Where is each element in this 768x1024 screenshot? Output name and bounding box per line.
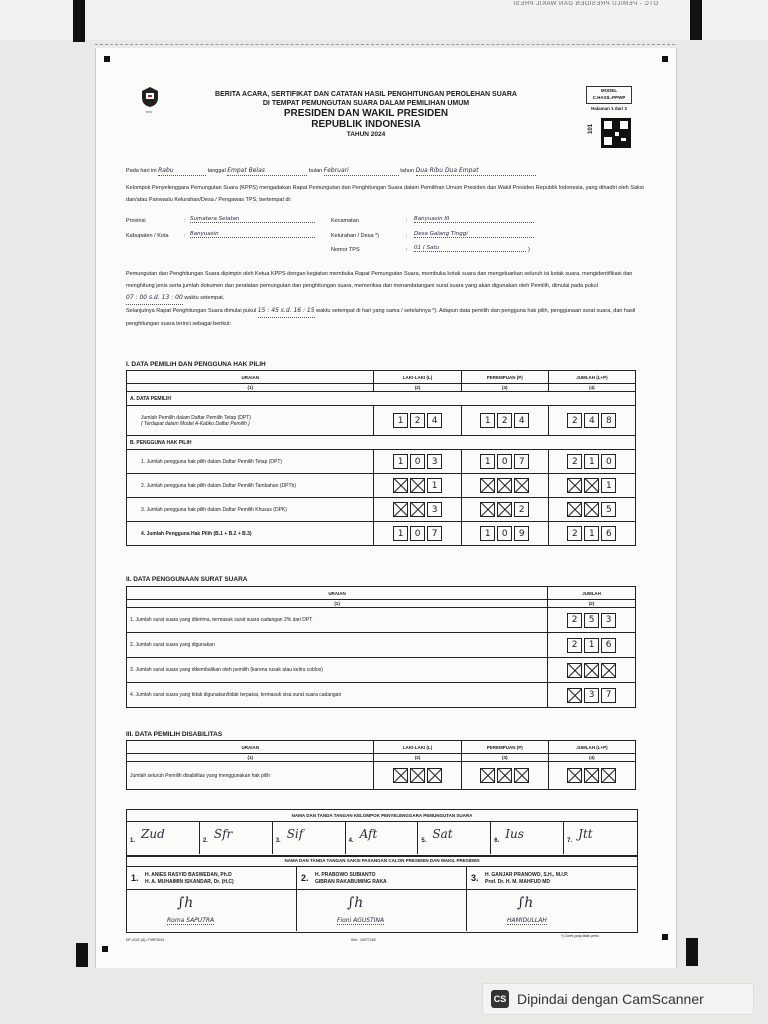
- procedure-paragraph: [126, 268, 646, 330]
- title-line-4: REPUBLIK INDONESIA: [311, 119, 421, 130]
- section-2-table: [126, 586, 636, 708]
- col-uraian: URAIAN: [127, 371, 374, 384]
- corner-mark: [662, 56, 668, 62]
- digit-box[interactable]: 1: [584, 454, 599, 469]
- signature-scribble: Sif: [286, 827, 304, 841]
- digit-box[interactable]: 2: [497, 413, 512, 428]
- form-sheet: [95, 48, 677, 968]
- jumlah-value: [548, 633, 636, 658]
- laki-value: [374, 406, 461, 436]
- para2-end: waktu setempat di hari yang sama / setelahnya *). Adapun data pemilih dan pengguna hak pilih, penggunaan surat suara, dan hasil penghitungan suara terinci sebagai berikut:: [126, 308, 636, 327]
- tahun-field[interactable]: Dua Ribu Dua Empat: [416, 167, 536, 176]
- para2-text: Selanjutnya Rapat Penghitungan Suara dimulai pukul: [126, 308, 257, 314]
- digit-box[interactable]: 0: [410, 526, 425, 541]
- digit-box[interactable]: 4: [584, 413, 599, 428]
- kpps-number: 4.: [348, 838, 354, 844]
- digit-box[interactable]: 1: [601, 478, 616, 493]
- kpps-number: 7.: [567, 838, 573, 844]
- crossed-digit-box[interactable]: [567, 502, 582, 517]
- crossed-digit-box[interactable]: [584, 663, 599, 678]
- jumlah-value: [548, 474, 635, 498]
- laki-value: [374, 498, 461, 522]
- intro-text: Kelompok Penyelenggara Pemungutan Suara (KPPS) mengadakan Rapat Pemungutan dan Penghitungan Suara dalam Pemilihan Umum Presiden dan Wakil Presiden Republik Indonesia, yang dihadiri oleh Saksi dan/atau Panwaslu Kelurahan/Desa / Pengawas TPS, bertempat di:: [126, 185, 644, 203]
- crossed-digit-box[interactable]: [410, 502, 425, 517]
- candidate-president: H. ANIES RASYID BASWEDAN, Ph.D: [145, 872, 232, 878]
- digit-box[interactable]: 1: [480, 526, 495, 541]
- saksi-name: HAMIDULLAH: [507, 917, 547, 924]
- col-num: (2): [548, 600, 636, 608]
- digit-box[interactable]: 2: [514, 502, 529, 517]
- candidate-president: H. PRABOWO SUBIANTO: [315, 872, 376, 878]
- col-num: (1): [127, 600, 548, 608]
- candidate-vice-president: H. A. MUHAIMIN ISKANDAR, Dr. (H.C): [145, 879, 234, 885]
- provinsi-field[interactable]: Sumatera Selatan: [190, 216, 315, 223]
- col-num: (1): [127, 754, 374, 762]
- digit-box[interactable]: 5: [584, 613, 599, 628]
- mirrored-text: OTC - PEMILU PRESIDEN DAN WAKIL PRESI: [512, 1, 658, 7]
- row-ss3-label: 3. Jumlah surat suara yang dikembalikan oleh pemilih (karena rusak atau keliru coblos): [127, 658, 548, 683]
- col-laki: LAKI-LAKI (L): [374, 371, 461, 384]
- kelurahan-label: Kelurahan / Desa *): [331, 233, 379, 239]
- kabkota-field[interactable]: Banyuasin: [190, 231, 315, 238]
- crossed-digit-box[interactable]: [480, 502, 495, 517]
- perempuan-value: [461, 450, 548, 474]
- row-ss2-label: 2. Jumlah surat suara yang digunakan: [127, 633, 548, 658]
- bulan-field[interactable]: Februari: [324, 167, 399, 176]
- jumlah-value: [548, 522, 635, 546]
- crossed-digit-box[interactable]: [393, 502, 408, 517]
- qr-number: 101: [588, 123, 595, 135]
- tape-bottom-right: [686, 938, 698, 966]
- crossed-digit-box[interactable]: [514, 478, 529, 493]
- camscanner-watermark: [482, 983, 754, 1015]
- crossed-digit-box[interactable]: [584, 502, 599, 517]
- col-jumlah: JUMLAH: [548, 587, 636, 600]
- candidate-vice-president: GIBRAN RAKABUMING RAKA: [315, 879, 387, 885]
- footer-code-center: Seri : 24077160: [351, 938, 376, 942]
- row-ss4-label: 4. Jumlah surat suara yang tidak digunakan/tidak terpakai, termasuk sisa surat suara cadangan: [127, 683, 548, 708]
- col-laki: LAKI-LAKI (L): [374, 741, 461, 754]
- divider: [127, 889, 296, 890]
- kecamatan-field[interactable]: Banyuasin III: [414, 216, 534, 223]
- kpps-sign-title: NAMA DAN TANDA TANGAN KELOMPOK PENYELENGGARA PEMUNGUTAN SUARA: [127, 811, 637, 822]
- row-label: Jumlah Pemilih dalam Daftar Pemilih Tetap (DPT): [141, 414, 251, 421]
- kpps-number: 3.: [275, 838, 281, 844]
- hari-field[interactable]: Rabu: [158, 167, 206, 176]
- row-b4-label: 4. Jumlah Pengguna Hak Pilih (B.1 + B.2 + B.3): [127, 522, 374, 546]
- colon: :: [406, 218, 408, 224]
- candidate-number: 3.: [471, 873, 479, 883]
- jumlah-value: [548, 450, 635, 474]
- title-line-1: BERITA ACARA, SERTIFIKAT DAN CATATAN HASIL PENGHITUNGAN PEROLEHAN SUARA: [215, 91, 517, 98]
- digit-box[interactable]: 3: [601, 613, 616, 628]
- perempuan-value: [461, 762, 548, 790]
- signature-scribble: Jtt: [578, 827, 593, 841]
- model-code: C.HASIL-PPWP: [592, 95, 626, 100]
- signature-scribble: Sfr: [213, 827, 233, 841]
- section-3-table: [126, 740, 636, 790]
- candidate-vice-president: Prof. Dr. H. M. MAHFUD MD: [485, 879, 550, 885]
- corner-mark: [104, 56, 110, 62]
- footer-note: *) Coret yang tidak perlu: [561, 934, 599, 938]
- crossed-digit-box[interactable]: [480, 478, 495, 493]
- digit-box[interactable]: 8: [601, 413, 616, 428]
- col-uraian: URAIAN: [127, 741, 374, 754]
- signature-scribble: Zud: [141, 827, 165, 841]
- col-perempuan: PEREMPUAN (P): [461, 371, 548, 384]
- title-line-2: DI TEMPAT PEMUNGUTAN SUARA DALAM PEMILIHAN UMUM: [262, 100, 470, 107]
- para1-text: Pemungutan dan Penghitungan Suara dipimpin oleh Ketua KPPS dengan kegiatan membuka Rapat Pemungutan Suara, membuka kotak suara dan mengeluarkan seluruh isi kotak suara, mengidentifikasi dan menghitung jenis serta jumlah dokumen dan peralatan pemungutan dan penghitungan suara, memeriksa dan menandatangani surat suara yang akan digunakan oleh Pemilih, dimulai pada pukul: [126, 271, 633, 289]
- saksi-signature-box: [126, 855, 638, 933]
- row-b1-label: 1. Jumlah pengguna hak pilih dalam Daftar Pemilih Tetap (DPT): [127, 450, 374, 474]
- colon: :: [184, 218, 186, 224]
- crossed-digit-box[interactable]: [567, 663, 582, 678]
- digit-box[interactable]: 6: [601, 526, 616, 541]
- jumlah-value: [548, 608, 636, 633]
- digit-box[interactable]: 2: [567, 526, 582, 541]
- jumlah-value: [548, 762, 635, 790]
- signature-scribble: Sat: [432, 827, 453, 841]
- model-box: [586, 86, 632, 104]
- footer-code-left: DP-4102 (A) / PWP2024: [126, 938, 165, 942]
- col-uraian: URAIAN: [127, 587, 548, 600]
- crossed-digit-box[interactable]: [601, 663, 616, 678]
- page-indicator: Halaman 1 dari 3: [591, 106, 627, 111]
- laki-value: [374, 522, 461, 546]
- saksi-sign-title: NAMA DAN TANDA TANGAN SAKSI PASANGAN CALON PRESIDEN DAN WAKIL PRESIDEN: [127, 856, 637, 867]
- crossed-digit-box[interactable]: [584, 768, 599, 783]
- form-header: [126, 80, 656, 150]
- colon: :: [184, 233, 186, 239]
- kpps-signature-box: [126, 809, 638, 857]
- col-perempuan: PEREMPUAN (P): [461, 741, 548, 754]
- colon: :: [406, 233, 408, 239]
- signature-scribble: ∫h: [177, 895, 194, 911]
- kpps-number: 5.: [421, 838, 427, 844]
- digit-box[interactable]: 4: [427, 413, 442, 428]
- row-ss1-label: 1. Jumlah surat suara yang diterima, termasuk surat suara cadangan 2% dari DPT: [127, 608, 548, 633]
- digit-box[interactable]: 3: [427, 454, 442, 469]
- perempuan-value: [461, 498, 548, 522]
- crossed-digit-box[interactable]: [480, 768, 495, 783]
- scan-top-strip: [0, 0, 768, 40]
- digit-box[interactable]: 0: [497, 454, 512, 469]
- digit-box[interactable]: 7: [427, 526, 442, 541]
- section-3-title: III. DATA PEMILIH DISABILITAS: [126, 731, 223, 738]
- crossed-digit-box[interactable]: [427, 768, 442, 783]
- row-disabilitas-label: Jumlah seluruh Pemilih disabilitas yang menggunakan hak pilih: [127, 762, 374, 790]
- digit-box[interactable]: 7: [601, 688, 616, 703]
- candidate-number: 2.: [301, 873, 309, 883]
- kpps-signature-cell[interactable]: [418, 822, 491, 854]
- crossed-digit-box[interactable]: [601, 768, 616, 783]
- col-jumlah: JUMLAH (L+P): [548, 371, 635, 384]
- col-num: (1): [127, 384, 374, 392]
- tps-label: Nomor TPS: [331, 247, 360, 253]
- digit-box[interactable]: 1: [480, 454, 495, 469]
- laki-value: [374, 474, 461, 498]
- kpps-signature-cell[interactable]: [491, 822, 564, 854]
- digit-box[interactable]: 2: [567, 613, 582, 628]
- col-num: (4): [548, 754, 635, 762]
- digit-box[interactable]: 9: [514, 526, 529, 541]
- crossed-digit-box[interactable]: [584, 478, 599, 493]
- para2-time-field[interactable]: 15 : 45 s.d. 16 : 15: [258, 305, 315, 318]
- para1-end: waktu setempat.: [184, 295, 225, 301]
- crossed-digit-box[interactable]: [497, 502, 512, 517]
- subsection-a-title: A. DATA PEMILIH: [127, 392, 636, 406]
- kpps-signature-cell[interactable]: [200, 822, 273, 854]
- saksi-name: Fioni AGUSTINA: [337, 917, 385, 924]
- tape-top-right: [690, 0, 702, 40]
- col-jumlah: JUMLAH (L+P): [548, 741, 635, 754]
- para1-time-field[interactable]: 07 : 00 s.d. 13 : 00: [126, 292, 183, 305]
- camscanner-label: Dipindai dengan CamScanner: [517, 991, 704, 1007]
- crossed-digit-box[interactable]: [393, 478, 408, 493]
- laki-value: [374, 450, 461, 474]
- perempuan-value: [461, 474, 548, 498]
- crossed-digit-box[interactable]: [567, 768, 582, 783]
- camscanner-logo-icon: CS: [491, 990, 509, 1008]
- digit-box[interactable]: 1: [584, 638, 599, 653]
- digit-box[interactable]: 6: [601, 638, 616, 653]
- col-num: (2): [374, 384, 461, 392]
- subsection-b-title: B. PENGGUNA HAK PILIH: [127, 436, 636, 450]
- digit-box[interactable]: 3: [584, 688, 599, 703]
- signature-scribble: ∫h: [347, 895, 364, 911]
- bulan-label: bulan: [308, 168, 323, 174]
- digit-box[interactable]: 2: [410, 413, 425, 428]
- kpps-signature-cell[interactable]: [346, 822, 419, 854]
- tape-bottom-left: [76, 943, 88, 967]
- section-1-table: [126, 370, 636, 546]
- crossed-digit-box[interactable]: [410, 478, 425, 493]
- tahun-label: tahun: [400, 168, 415, 174]
- title-line-3: PRESIDEN DAN WAKIL PRESIDEN: [283, 108, 449, 119]
- title-line-5: TAHUN 2024: [346, 131, 386, 138]
- digit-box[interactable]: 0: [497, 526, 512, 541]
- row-sublabel: ( Terdapat dalam Model A-Kabko Daftar Pemilih ): [141, 420, 250, 427]
- saksi-signature-cell[interactable]: [467, 867, 636, 931]
- signature-scribble: ∫h: [517, 895, 534, 911]
- kpps-number: 1.: [130, 838, 136, 844]
- tanggal-label: tanggal: [207, 168, 226, 174]
- tps-close: ): [528, 247, 530, 253]
- col-num: (4): [548, 384, 635, 392]
- crossed-digit-box[interactable]: [497, 768, 512, 783]
- qr-code-icon: [601, 118, 631, 148]
- tps-field[interactable]: 01 ( Satu: [414, 245, 526, 252]
- digit-box[interactable]: 1: [393, 454, 408, 469]
- date-line: [126, 167, 656, 176]
- digit-box[interactable]: 2: [567, 413, 582, 428]
- corner-mark: [102, 946, 108, 952]
- digit-box[interactable]: 1: [393, 413, 408, 428]
- pada-hari-label: Pada hari ini: [126, 168, 157, 174]
- perempuan-value: [461, 522, 548, 546]
- digit-box[interactable]: 1: [584, 526, 599, 541]
- crossed-digit-box[interactable]: [497, 478, 512, 493]
- digit-box[interactable]: 5: [601, 502, 616, 517]
- digit-box[interactable]: 2: [567, 638, 582, 653]
- kpps-signature-cell[interactable]: [273, 822, 346, 854]
- saksi-signature-cell[interactable]: [127, 867, 297, 931]
- kelurahan-field[interactable]: Desa Galang Tinggi: [414, 231, 534, 238]
- jumlah-value: [548, 406, 635, 436]
- divider: [467, 889, 636, 890]
- perempuan-value: [461, 406, 548, 436]
- crossed-digit-box[interactable]: [410, 768, 425, 783]
- signature-scribble: Ius: [505, 827, 524, 841]
- digit-box[interactable]: 1: [427, 478, 442, 493]
- kecamatan-label: Kecamatan: [331, 218, 359, 224]
- digit-box[interactable]: 3: [427, 502, 442, 517]
- row-dpt-label: [127, 406, 374, 436]
- laki-value: [374, 762, 461, 790]
- kpps-number: 2.: [202, 838, 208, 844]
- crossed-digit-box[interactable]: [514, 768, 529, 783]
- perforation-line: [95, 44, 675, 45]
- corner-mark: [662, 934, 668, 940]
- tape-top-left: [73, 0, 85, 42]
- row-b3-label: 3. Jumlah pengguna hak pilih dalam Daftar Pemilih Khusus (DPK): [127, 498, 374, 522]
- kabkota-label: Kabupaten / Kota: [126, 233, 169, 239]
- jumlah-value: [548, 498, 635, 522]
- section-2-title: II. DATA PENGGUNAAN SURAT SUARA: [126, 576, 248, 583]
- candidate-number: 1.: [131, 873, 139, 883]
- saksi-signature-cell[interactable]: [297, 867, 467, 931]
- row-b2-label: 2. Jumlah pengguna hak pilih dalam Daftar Pemilih Tambahan (DPTb): [127, 474, 374, 498]
- jumlah-value: [548, 683, 636, 708]
- col-num: (3): [461, 754, 548, 762]
- model-label: MODEL: [600, 88, 618, 93]
- kpps-signature-cell[interactable]: [127, 822, 200, 854]
- digit-box[interactable]: 4: [514, 413, 529, 428]
- tanggal-field[interactable]: Empat Belas: [227, 167, 307, 176]
- provinsi-label: Provinsi: [126, 218, 146, 224]
- kpps-number: 6.: [494, 838, 500, 844]
- candidate-president: H. GANJAR PRANOWO, S.H., M.I.P.: [485, 872, 569, 878]
- col-num: (3): [461, 384, 548, 392]
- jumlah-value: [548, 658, 636, 683]
- signature-scribble: Aft: [359, 827, 378, 841]
- digit-box[interactable]: 7: [514, 454, 529, 469]
- crossed-digit-box[interactable]: [567, 478, 582, 493]
- digit-box[interactable]: 0: [601, 454, 616, 469]
- digit-box[interactable]: 1: [393, 526, 408, 541]
- crossed-digit-box[interactable]: [567, 688, 582, 703]
- section-1-title: I. DATA PEMILIH DAN PENGGUNA HAK PILIH: [126, 361, 266, 368]
- form-page: [126, 72, 656, 952]
- saksi-name: Roma SAPUTRA: [167, 917, 215, 924]
- crossed-digit-box[interactable]: [393, 768, 408, 783]
- digit-box[interactable]: 2: [567, 454, 582, 469]
- kpps-signature-cell[interactable]: [564, 822, 636, 854]
- digit-box[interactable]: 0: [410, 454, 425, 469]
- form-titles: [176, 90, 556, 139]
- digit-box[interactable]: 1: [480, 413, 495, 428]
- logo-caption: KPU: [145, 110, 153, 114]
- kpu-logo-icon: [141, 86, 159, 108]
- col-num: (2): [374, 754, 461, 762]
- divider: [297, 889, 466, 890]
- colon: :: [406, 247, 408, 253]
